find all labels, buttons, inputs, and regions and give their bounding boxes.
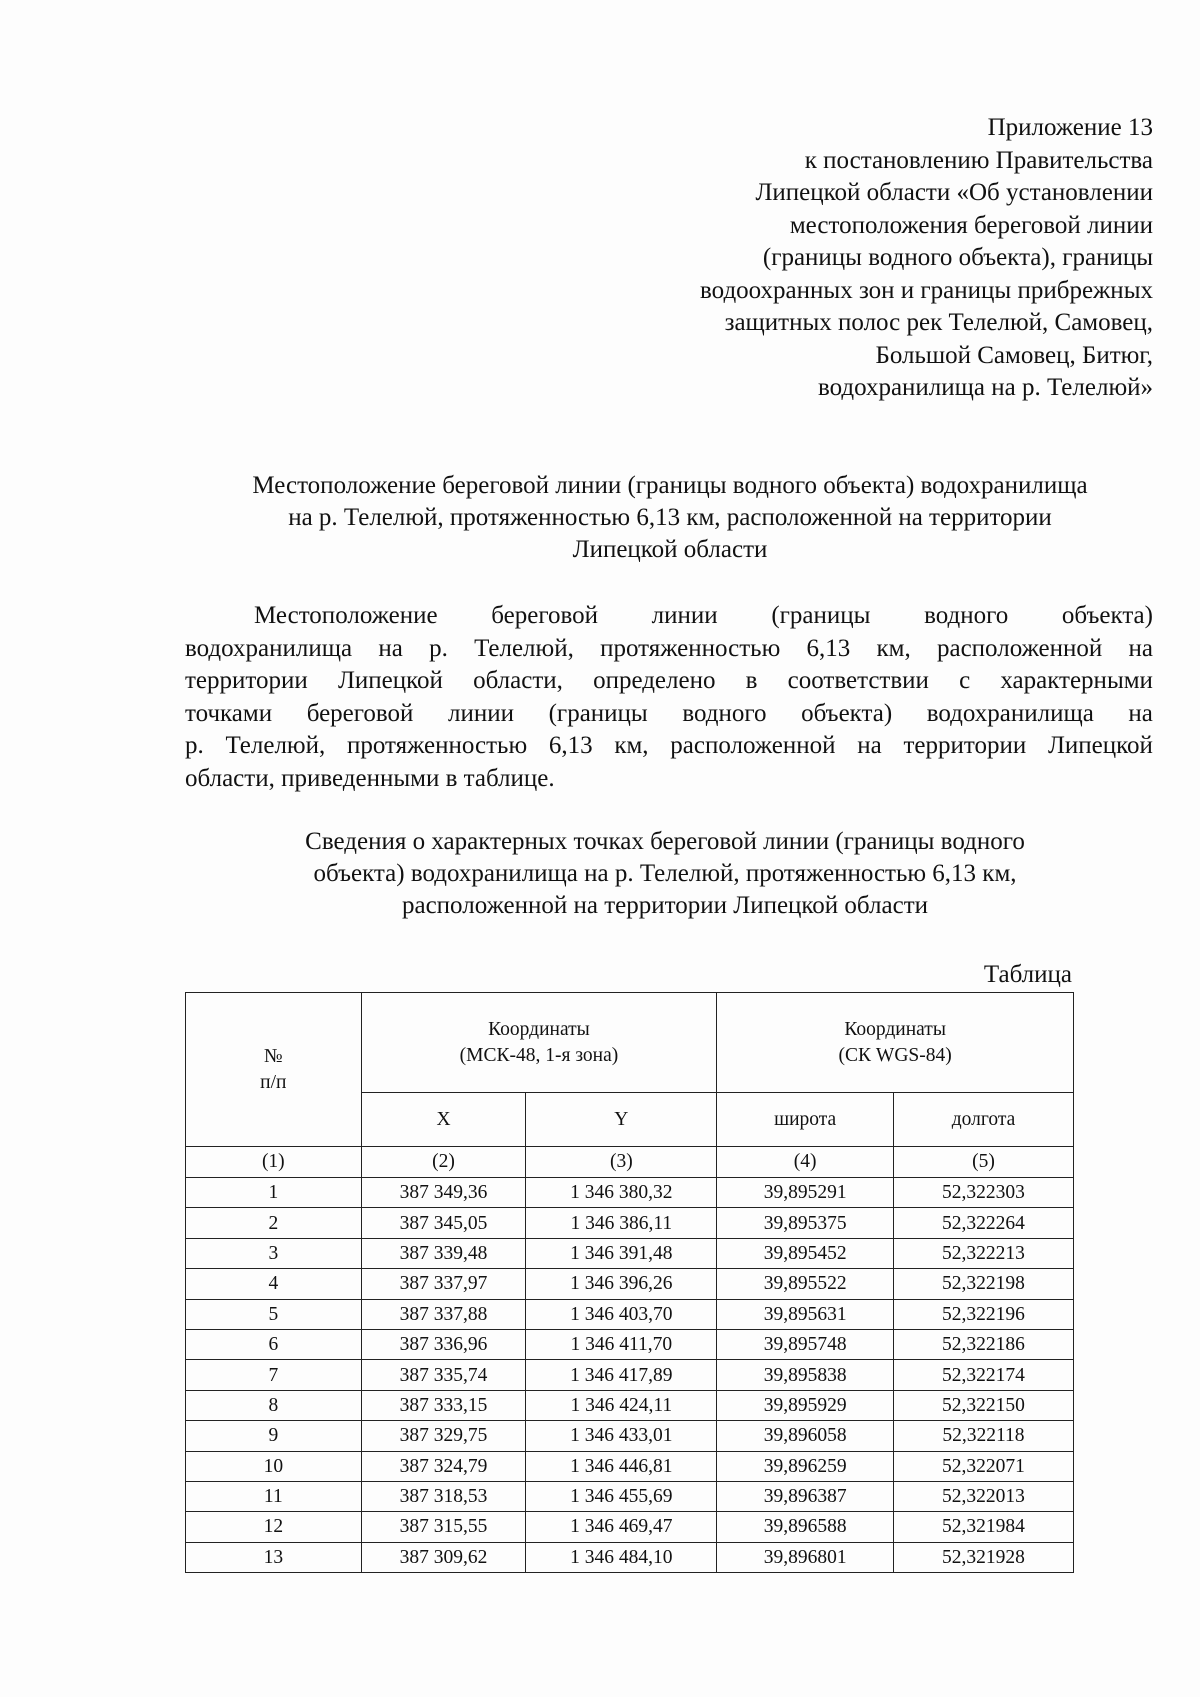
- longitude-cell: 52,322174: [893, 1360, 1073, 1390]
- paragraph-word: береговой: [306, 699, 414, 727]
- paragraph-word: определено: [593, 667, 716, 694]
- y-coordinate-cell: 1 346 403,70: [526, 1299, 717, 1329]
- paragraph-word: Липецкой: [1047, 732, 1153, 759]
- number-column-header: [186, 993, 362, 1147]
- longitude-cell: 52,321928: [893, 1542, 1073, 1572]
- paragraph-word: на: [1128, 699, 1153, 727]
- appendix-line: защитных полос рек Телелюй, Самовец,: [724, 309, 1153, 336]
- paragraph-word: Липецкой: [337, 667, 443, 694]
- appendix-line: (границы водного объекта), границы: [762, 244, 1153, 271]
- point-number-cell: 8: [186, 1390, 362, 1420]
- latitude-cell: 39,895291: [717, 1178, 894, 1208]
- paragraph-word: линии: [651, 602, 718, 629]
- paragraph-word: линии: [448, 699, 515, 727]
- column-number: (2): [361, 1147, 526, 1178]
- appendix-line: Липецкой области «Об установлении: [755, 179, 1153, 206]
- group-header-system: (СК WGS-84): [838, 1044, 952, 1066]
- paragraph-word: береговой: [491, 602, 598, 629]
- latitude-cell: 39,896588: [717, 1512, 894, 1542]
- x-coordinate-cell: 387 315,55: [361, 1512, 526, 1542]
- longitude-cell: 52,322118: [893, 1421, 1073, 1451]
- latitude-cell: 39,896801: [717, 1542, 894, 1572]
- appendix-line: к постановлению Правительства: [804, 146, 1153, 174]
- body-paragraph: [185, 600, 1153, 795]
- point-number-cell: 12: [186, 1512, 362, 1542]
- y-coordinate-cell: 1 346 446,81: [526, 1451, 717, 1481]
- paragraph-word: протяженностью: [600, 634, 781, 662]
- x-coordinate-cell: 387 329,75: [361, 1421, 526, 1451]
- x-coordinate-cell: 387 349,36: [361, 1178, 526, 1208]
- paragraph-word: объекта): [801, 699, 893, 727]
- table-row: [186, 1451, 1074, 1481]
- latitude-cell: 39,895838: [717, 1360, 894, 1390]
- table-row: [186, 1421, 1074, 1451]
- table-row: [186, 1360, 1074, 1390]
- table-heading-line: расположенной на территории Липецкой области: [401, 892, 928, 919]
- longitude-cell: 52,322264: [893, 1208, 1073, 1238]
- y-coordinate-cell: 1 346 433,01: [526, 1421, 717, 1451]
- column-numbers-row: [186, 1147, 1074, 1178]
- table-row: [186, 1542, 1074, 1572]
- paragraph-word: (границы: [548, 699, 648, 727]
- paragraph-word: Телелюй,: [474, 634, 574, 662]
- paragraph-word: территории: [185, 667, 308, 694]
- y-coordinate-cell: 1 346 484,10: [526, 1542, 717, 1572]
- y-coordinate-cell: 1 346 417,89: [526, 1360, 717, 1390]
- group-header-system: (МСК-48, 1-я зона): [459, 1044, 619, 1066]
- point-number-cell: 13: [186, 1542, 362, 1572]
- table-row: [186, 1512, 1074, 1542]
- paragraph-word: с: [959, 667, 971, 694]
- point-number-cell: 10: [186, 1451, 362, 1481]
- title-line: на р. Телелюй, протяженностью 6,13 км, расположенной на территории: [288, 504, 1052, 531]
- group-header-title: Координаты: [488, 1018, 590, 1040]
- paragraph-word: водохранилища: [185, 634, 353, 662]
- point-number-cell: 4: [186, 1269, 362, 1299]
- x-coordinate-cell: 387 345,05: [361, 1208, 526, 1238]
- title-line: Местоположение береговой линии (границы водного объекта) водохранилища: [252, 472, 1088, 499]
- paragraph-line: [185, 665, 1153, 698]
- y-coordinate-cell: 1 346 380,32: [526, 1178, 717, 1208]
- point-number-cell: 1: [186, 1178, 362, 1208]
- x-coordinate-cell: 387 333,15: [361, 1390, 526, 1420]
- x-column-header: X: [361, 1093, 526, 1147]
- longitude-cell: 52,321984: [893, 1512, 1073, 1542]
- paragraph-word: 6,13: [548, 732, 593, 759]
- coordinates-table: [185, 992, 1074, 1573]
- point-number-cell: 6: [186, 1329, 362, 1359]
- latitude-cell: 39,895375: [717, 1208, 894, 1238]
- paragraph-word: (границы: [771, 602, 871, 629]
- table-row: [186, 1208, 1074, 1238]
- latitude-cell: 39,895929: [717, 1390, 894, 1420]
- table-row: [186, 1481, 1074, 1511]
- y-coordinate-cell: 1 346 411,70: [526, 1329, 717, 1359]
- latitude-cell: 39,896259: [717, 1451, 894, 1481]
- longitude-cell: 52,322198: [893, 1269, 1073, 1299]
- table-row: [186, 1329, 1074, 1359]
- column-number: (1): [186, 1147, 362, 1178]
- group-header-title: Координаты: [844, 1018, 946, 1040]
- y-coordinate-cell: 1 346 469,47: [526, 1512, 717, 1542]
- column-number: (4): [717, 1147, 894, 1178]
- point-number-cell: 2: [186, 1208, 362, 1238]
- y-coordinate-cell: 1 346 424,11: [526, 1390, 717, 1420]
- longitude-cell: 52,322196: [893, 1299, 1073, 1329]
- paragraph-word: Местоположение: [254, 602, 438, 629]
- latitude-cell: 39,895631: [717, 1299, 894, 1329]
- y-coordinate-cell: 1 346 455,69: [526, 1481, 717, 1511]
- longitude-cell: 52,322013: [893, 1481, 1073, 1511]
- longitude-cell: 52,322150: [893, 1390, 1073, 1420]
- paragraph-word: соответствии: [787, 667, 929, 694]
- msk48-coordinates-header: [361, 993, 717, 1093]
- wgs84-coordinates-header: [717, 993, 1074, 1093]
- point-number-cell: 11: [186, 1481, 362, 1511]
- latitude-column-header: широта: [717, 1093, 894, 1147]
- paragraph-word: протяженностью: [346, 732, 528, 759]
- number-header-symbol: №: [264, 1045, 283, 1067]
- column-number: (5): [893, 1147, 1073, 1178]
- y-coordinate-cell: 1 346 396,26: [526, 1269, 717, 1299]
- table-heading-line: объекта) водохранилища на р. Телелюй, протяженностью 6,13 км,: [313, 860, 1017, 887]
- table-label: Таблица: [983, 961, 1072, 988]
- x-coordinate-cell: 387 335,74: [361, 1360, 526, 1390]
- number-header-abbr: п/п: [260, 1071, 287, 1093]
- table-row: [186, 1238, 1074, 1268]
- longitude-cell: 52,322186: [893, 1329, 1073, 1359]
- y-column-header: Y: [526, 1093, 717, 1147]
- paragraph-word: на: [1128, 634, 1153, 662]
- paragraph-word: точками: [185, 699, 273, 727]
- paragraph-word: км,: [614, 732, 649, 759]
- appendix-line: водоохранных зон и границы прибрежных: [700, 276, 1153, 304]
- paragraph-word: водохранилища: [926, 699, 1094, 727]
- column-number: (3): [526, 1147, 717, 1178]
- paragraph-word: водного: [682, 699, 767, 727]
- paragraph-word: р.: [429, 634, 448, 662]
- x-coordinate-cell: 387 318,53: [361, 1481, 526, 1511]
- paragraph-word: территории: [903, 732, 1027, 759]
- paragraph-word: 6,13: [806, 634, 851, 662]
- x-coordinate-cell: 387 336,96: [361, 1329, 526, 1359]
- latitude-cell: 39,896387: [717, 1481, 894, 1511]
- latitude-cell: 39,895748: [717, 1329, 894, 1359]
- paragraph-word: водного: [924, 602, 1009, 629]
- paragraph-line: области, приведенными в таблице.: [185, 764, 555, 792]
- x-coordinate-cell: 387 337,88: [361, 1299, 526, 1329]
- latitude-cell: 39,896058: [717, 1421, 894, 1451]
- latitude-cell: 39,895522: [717, 1269, 894, 1299]
- point-number-cell: 5: [186, 1299, 362, 1329]
- x-coordinate-cell: 387 339,48: [361, 1238, 526, 1268]
- appendix-line: водохранилища на р. Телелюй»: [817, 374, 1153, 401]
- paragraph-line: [185, 633, 1153, 666]
- paragraph-word: км,: [876, 634, 911, 662]
- title-line: Липецкой области: [572, 536, 768, 563]
- y-coordinate-cell: 1 346 386,11: [526, 1208, 717, 1238]
- paragraph-word: расположенной: [670, 732, 836, 759]
- table-heading-line: Сведения о характерных точках береговой линии (границы водного: [305, 828, 1025, 855]
- paragraph-word: на: [378, 634, 403, 662]
- appendix-line: Большой Самовец, Битюг,: [875, 341, 1153, 369]
- x-coordinate-cell: 387 337,97: [361, 1269, 526, 1299]
- x-coordinate-cell: 387 309,62: [361, 1542, 526, 1572]
- table-row: [186, 1299, 1074, 1329]
- paragraph-word: области,: [473, 667, 563, 694]
- table-heading: [165, 826, 1165, 922]
- table-body: [186, 1178, 1074, 1573]
- point-number-cell: 9: [186, 1421, 362, 1451]
- paragraph-line: [185, 730, 1153, 763]
- x-coordinate-cell: 387 324,79: [361, 1451, 526, 1481]
- paragraph-word: Телелюй,: [225, 732, 326, 759]
- point-number-cell: 7: [186, 1360, 362, 1390]
- document-title: [170, 470, 1170, 566]
- table-row: [186, 1269, 1074, 1299]
- paragraph-word: объекта): [1061, 602, 1153, 629]
- paragraph-word: расположенной: [936, 634, 1103, 662]
- paragraph-word: на: [857, 732, 882, 759]
- paragraph-line: [185, 698, 1153, 731]
- paragraph-word: в: [745, 667, 758, 694]
- appendix-reference: [553, 112, 1153, 405]
- point-number-cell: 3: [186, 1238, 362, 1268]
- paragraph-word: р.: [185, 732, 204, 759]
- longitude-cell: 52,322071: [893, 1451, 1073, 1481]
- longitude-cell: 52,322213: [893, 1238, 1073, 1268]
- paragraph-line: [185, 600, 1153, 633]
- table-row: [186, 1390, 1074, 1420]
- longitude-cell: 52,322303: [893, 1178, 1073, 1208]
- y-coordinate-cell: 1 346 391,48: [526, 1238, 717, 1268]
- appendix-line: Приложение 13: [987, 114, 1153, 141]
- appendix-line: местоположения береговой линии: [789, 211, 1153, 239]
- latitude-cell: 39,895452: [717, 1238, 894, 1268]
- longitude-column-header: долгота: [893, 1093, 1073, 1147]
- paragraph-word: характерными: [1000, 667, 1153, 694]
- table-row: [186, 1178, 1074, 1208]
